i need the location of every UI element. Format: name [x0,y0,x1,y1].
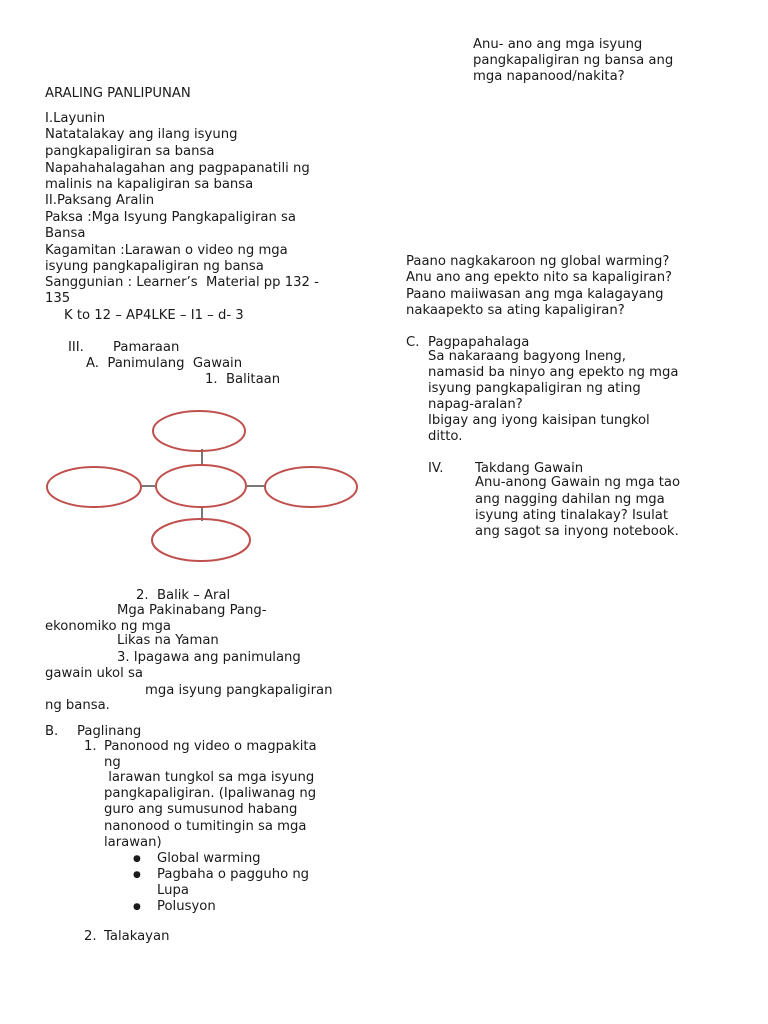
body-text: Mga Pakinabang Pang- [117,603,267,618]
body-text: Ibigay ang iyong kaisipan tungkol [428,413,650,428]
list-number: 1. [84,739,97,754]
balik-aral-item: 2. Balik – Aral [136,588,231,603]
body-text: Panonood ng video o magpakita [104,739,317,754]
question-text: Paano maiiwasan ang mga kalagayang [406,287,664,302]
layunin-heading: I.Layunin [45,111,106,126]
list-item-continuation: Lupa [157,883,189,898]
section-letter: B. [45,724,59,739]
question-text: Anu- ano ang mga isyung [473,37,643,52]
body-text: ditto. [428,429,463,444]
objective-text: Napahahalagahan ang pagpapanatili ng [45,161,310,176]
sanggunian-text: 135 [45,291,71,306]
body-text: pangkapaligiran. (Ipaliwanag ng [104,786,317,801]
question-text: Paano nagkakaroon ng global warming? [406,254,670,269]
body-text: mga isyung pangkapaligiran [145,683,333,698]
bottom-ellipse [152,519,250,561]
body-text: ng [104,755,121,770]
balitaan-item: 1. Balitaan [205,372,281,387]
body-text: gawain ukol sa [45,666,143,681]
objective-text: pangkapaligiran sa bansa [45,144,215,159]
pagpapahalaga-heading: Pagpapahalaga [428,335,530,350]
pamaraan-heading: Pamaraan [113,340,180,355]
panimulang-gawain-heading: A. Panimulang Gawain [86,356,243,371]
body-text: namasid ba ninyo ang epekto ng mga [428,365,679,380]
section-number: IV. [428,461,444,476]
body-text: ekonomiko ng mga [45,619,171,634]
kagamitan-text: Kagamitan :Larawan o video ng mga [45,243,288,258]
list-item: Polusyon [157,899,216,914]
section-number: III. [68,340,84,355]
top-ellipse [153,411,245,451]
list-item: Pagbaha o pagguho ng [157,867,310,882]
paglinang-heading: Paglinang [77,724,142,739]
objective-text: malinis na kapaligiran sa bansa [45,177,254,192]
question-text: nakaapekto sa ating kapaligiran? [406,303,625,318]
body-text: Likas na Yaman [117,633,219,648]
bullet-icon: ● [133,870,141,880]
section-letter: C. [406,335,420,350]
question-text: pangkapaligiran ng bansa ang [473,53,674,68]
right-ellipse [265,467,357,507]
left-ellipse [47,467,141,507]
sanggunian-text: Sanggunian : Learner’s Material pp 132 - [45,275,319,290]
body-text: isyung ating tinalakay? Isulat [475,508,668,523]
takdang-gawain-heading: Takdang Gawain [475,461,584,476]
question-text: Anu ano ang epekto nito sa kapaligiran? [406,270,673,285]
body-text: Sa nakaraang bagyong Ineng, [428,349,626,364]
kagamitan-text: isyung pangkapaligiran ng bansa [45,259,264,274]
bullet-icon: ● [133,902,141,912]
question-text: mga napanood/nakita? [473,69,625,84]
list-number: 2. [84,929,97,944]
paksa-text: Paksa :Mga Isyung Pangkapaligiran sa [45,210,297,225]
center-ellipse [156,465,246,507]
body-text: napag-aralan? [428,397,523,412]
paksa-text: Bansa [45,226,86,241]
body-text: ang sagot sa inyong notebook. [475,524,679,539]
body-text: ng bansa. [45,698,110,713]
bullet-icon: ● [133,854,141,864]
talakayan-item: Talakayan [104,929,170,944]
curriculum-code: K to 12 – AP4LKE – I1 – d- 3 [64,308,244,323]
body-text: Anu-anong Gawain ng mga tao [475,475,681,490]
body-text: larawan tungkol sa mga isyung [104,770,315,785]
lesson-title: ARALING PANLIPUNAN [45,86,191,101]
paksang-aralin-heading: II.Paksang Aralin [45,193,155,208]
body-text: 3. Ipagawa ang panimulang [117,650,301,665]
body-text: guro ang sumusunod habang [104,802,298,817]
list-item: Global warming [157,851,261,866]
body-text: larawan) [104,835,162,850]
body-text: nanonood o tumitingin sa mga [104,819,307,834]
objective-text: Natatalakay ang ilang isyung [45,127,238,142]
body-text: ang nagging dahilan ng mga [475,492,665,507]
body-text: isyung pangkapaligiran ng ating [428,381,641,396]
